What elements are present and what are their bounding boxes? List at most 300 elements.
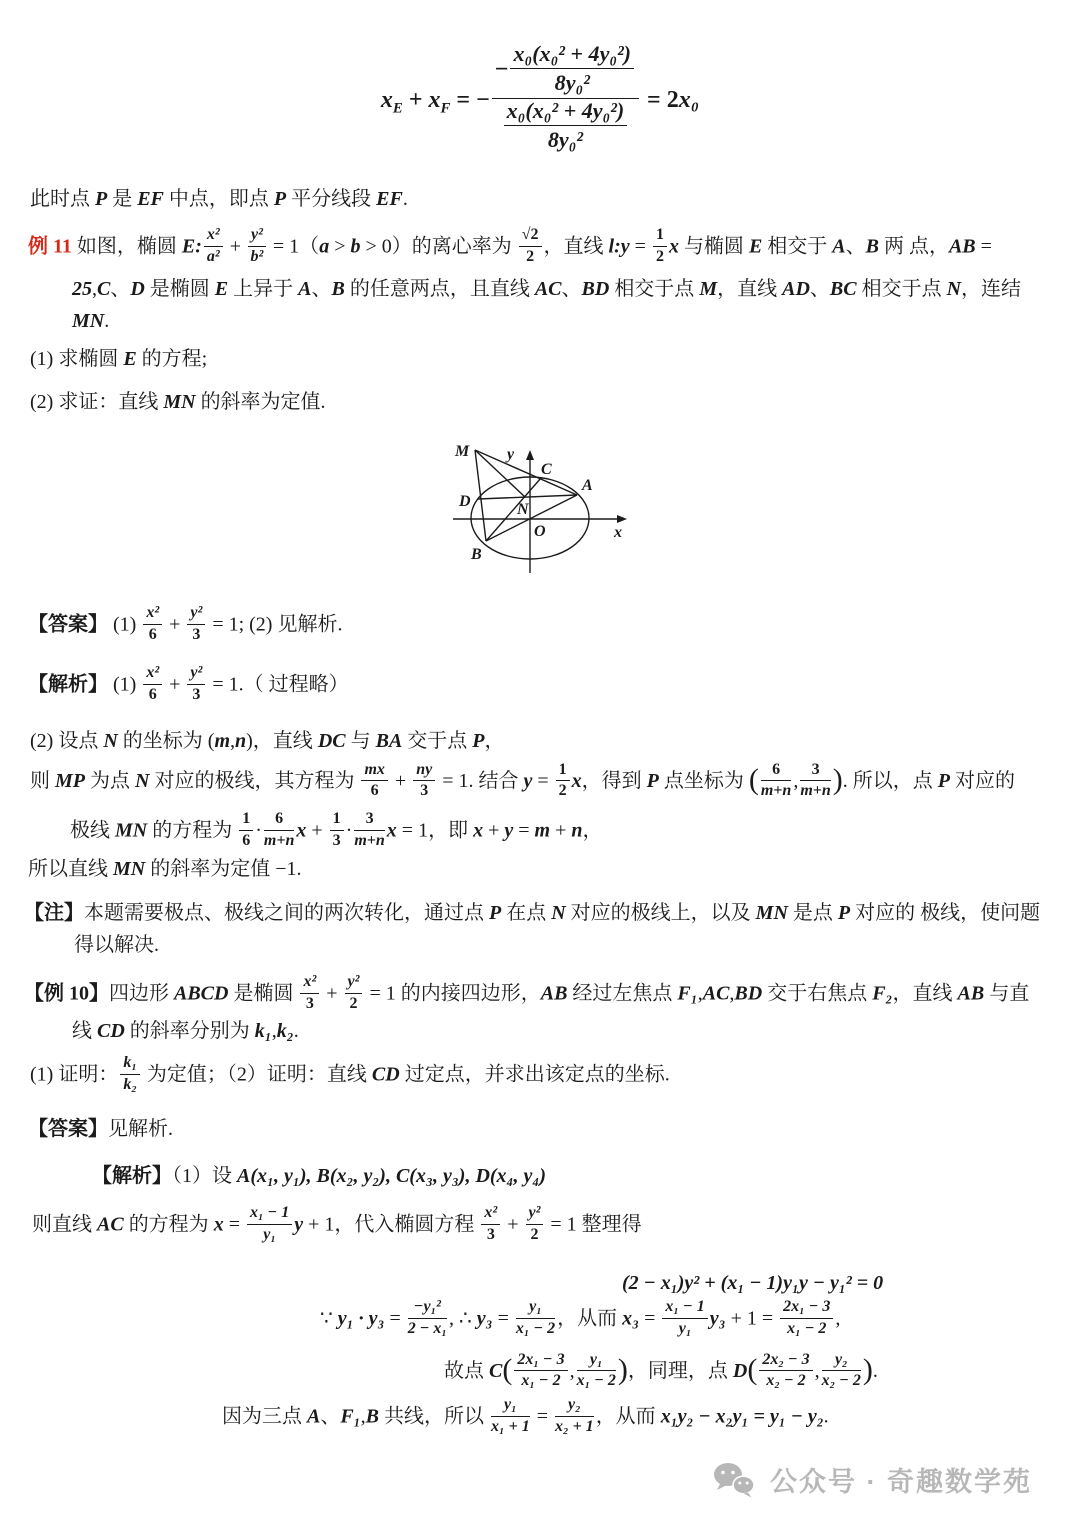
figure-label-C: C	[541, 461, 552, 478]
math-run: k₂	[276, 1020, 294, 1042]
math-run: P	[95, 188, 108, 210]
math-run: A(x₁, y₁), B(x₂, y₂), C(x₃, y₃), D(x₄, y₄)	[237, 1165, 547, 1187]
text-run: =	[639, 1307, 661, 1330]
text-run: = 1（	[267, 235, 320, 258]
text-run: 与椭圆	[678, 235, 749, 258]
math-run: k₁	[254, 1020, 272, 1042]
fraction-numerator	[120, 1054, 140, 1074]
example-11-question-1	[30, 346, 207, 373]
math-run: m+n	[800, 782, 831, 800]
fraction-numerator	[519, 226, 542, 246]
math-run: x²	[146, 604, 160, 622]
text-run: 、	[110, 278, 131, 300]
text-run: = 1 的内接四边形，	[364, 982, 541, 1005]
math-run: b	[350, 235, 361, 258]
math-run: x₁ − 1	[249, 1204, 290, 1222]
text-run: +	[550, 819, 572, 842]
example-10-answer	[28, 1116, 173, 1143]
fraction	[822, 1351, 861, 1391]
math-run: AB	[948, 235, 976, 258]
math-run: CD	[97, 1020, 125, 1042]
big-paren: (	[747, 1353, 758, 1387]
fraction-denominator	[187, 685, 205, 704]
text-run: 则直线	[32, 1213, 97, 1236]
math-run: y₁	[678, 1319, 692, 1337]
math-run: AB	[957, 982, 985, 1005]
math-run: mx	[364, 760, 385, 778]
fraction	[510, 41, 634, 95]
math-run: 2x₁ − 3	[517, 1350, 565, 1368]
text-run: 的斜率分别为	[124, 1020, 255, 1042]
text-run: ,	[360, 1405, 366, 1428]
text-run: 相交于点	[609, 278, 700, 300]
math-run: x₂ − 2	[766, 1372, 806, 1390]
text-run: +	[321, 982, 343, 1005]
math-run: x	[571, 769, 582, 792]
fraction-denominator	[408, 1319, 447, 1338]
fraction	[330, 810, 344, 850]
math-run: F₁	[340, 1405, 361, 1428]
fraction-numerator	[408, 1298, 447, 1318]
example-10-line-1	[24, 975, 1029, 1015]
fraction	[526, 1204, 544, 1244]
example-10-line-2	[72, 1018, 299, 1045]
fraction-numerator	[345, 973, 363, 993]
text-run: .	[823, 1405, 829, 1428]
math-run: 2 − x₁	[407, 1319, 447, 1337]
bold-label: 【解析】	[92, 1165, 172, 1187]
fraction-numerator	[354, 810, 384, 830]
line-D-A	[478, 495, 577, 499]
text-run: 所以直线	[28, 858, 113, 880]
fraction-denominator	[555, 1417, 594, 1436]
equation-points-cd	[444, 1352, 878, 1393]
fraction-denominator	[504, 126, 628, 152]
math-run: −y₁²	[413, 1298, 441, 1316]
fraction	[408, 1298, 447, 1338]
math-run: 6	[370, 782, 379, 800]
math-run: M	[699, 278, 718, 300]
text-run: (1)	[108, 613, 142, 636]
text-run: +	[389, 769, 412, 792]
math-run: E	[181, 235, 196, 258]
math-run: AB	[540, 982, 568, 1005]
math-run: E	[748, 235, 763, 258]
fraction-numerator	[759, 1351, 812, 1371]
text-run: .	[872, 1359, 878, 1382]
fraction-denominator	[239, 831, 253, 850]
fraction	[354, 810, 384, 850]
fraction-denominator	[248, 247, 266, 266]
fraction-denominator	[491, 1417, 530, 1436]
text-run: +	[483, 819, 505, 842]
text-run: >	[329, 235, 351, 258]
math-run: 3	[486, 1225, 495, 1243]
math-run: (2 − x₁)y² + (x₁ − 1)y₁y − y₁² = 0	[622, 1272, 884, 1294]
text-run: )，直线	[246, 730, 318, 752]
math-run: F₂	[872, 982, 893, 1005]
math-run: BA	[375, 730, 403, 752]
text-run: ,	[835, 1307, 841, 1330]
math-run: x₃	[622, 1307, 640, 1330]
example-10-questions	[30, 1056, 670, 1096]
math-run: BD	[581, 278, 610, 300]
text-run: 本题需要极点、极线之间的两次转化，通过点	[84, 902, 489, 924]
math-run: m+n	[263, 831, 295, 849]
line-B-A	[486, 495, 577, 541]
math-run: P	[489, 902, 502, 924]
fraction-numerator	[491, 1396, 530, 1416]
text-run: +	[502, 1213, 524, 1236]
text-run: 此时点	[30, 188, 95, 210]
text-run: 的方程;	[136, 348, 208, 370]
text-run: 的方程为	[123, 1213, 214, 1236]
math-run: 1	[332, 810, 341, 828]
text-run: , ∴	[449, 1307, 477, 1330]
fraction	[516, 1298, 555, 1338]
text-run: +	[164, 673, 186, 696]
fraction-denominator	[510, 69, 634, 95]
text-run: = 1; (2) 见解析.	[207, 613, 343, 636]
fraction-denominator	[345, 994, 363, 1013]
math-run: x₀(x₀² + 4y₀²)	[513, 41, 632, 67]
text-run: 、	[311, 278, 332, 300]
math-run: AD	[782, 278, 810, 300]
text-run: 见解析.	[108, 1118, 173, 1140]
text-run: > 0）的离心率为	[360, 235, 517, 258]
fraction	[264, 810, 294, 850]
math-run: y₃	[476, 1307, 493, 1330]
math-run: y₁ · y₃	[337, 1307, 385, 1330]
text-run: ,	[271, 1020, 277, 1042]
math-run: x	[473, 819, 484, 842]
text-run: 两 点，	[878, 235, 949, 258]
text-run: =	[975, 235, 992, 258]
math-run: 2x₂ − 3	[762, 1350, 810, 1368]
y-axis-arrow	[526, 450, 534, 460]
math-run: 2	[526, 247, 535, 265]
math-run: F₁	[677, 982, 698, 1005]
figure-label-M: M	[455, 443, 470, 460]
math-run: x₀(x₀² + 4y₀²)	[506, 98, 625, 124]
text-run: ,	[569, 1359, 575, 1382]
text-run: 则	[30, 769, 55, 792]
fraction-numerator	[361, 761, 387, 781]
example-11-line-3	[72, 308, 109, 335]
text-run: =	[223, 1213, 245, 1236]
math-run: P	[837, 902, 851, 924]
math-run: y²	[251, 226, 263, 244]
text-run: (1) 求椭圆	[30, 348, 124, 370]
math-run: AC	[534, 278, 562, 300]
big-paren: )	[832, 763, 843, 797]
text-run: 、	[845, 235, 866, 258]
math-run: k₁	[123, 1054, 137, 1072]
bold-label: 【例 10】	[24, 982, 109, 1005]
formula-xe-xf	[0, 41, 1080, 157]
math-run: x₂ − 2	[821, 1372, 861, 1390]
math-run: y₁	[504, 1396, 517, 1414]
math-run: AC	[97, 1213, 124, 1236]
fraction-numerator	[822, 1351, 861, 1371]
text-run: +	[164, 613, 186, 636]
math-run: E	[123, 348, 137, 370]
text-run: 与直	[984, 982, 1030, 1005]
math-run: MN	[115, 819, 148, 842]
math-run: 8y₀²	[554, 69, 590, 95]
text-run: 中点，即点	[163, 188, 274, 210]
conclusion-11	[28, 856, 302, 883]
text-run: ，直线	[717, 278, 783, 300]
math-run: 3	[332, 831, 341, 849]
text-run: 的斜率为定值 −1.	[145, 858, 302, 880]
fraction-numerator	[413, 761, 435, 781]
fraction-denominator	[300, 994, 319, 1013]
math-run: y	[523, 769, 533, 792]
figure-label-D: D	[459, 493, 471, 510]
math-run: x₁ − 2	[521, 1372, 561, 1390]
math-run: N	[135, 769, 150, 792]
text-run: （1）设	[172, 1165, 237, 1187]
math-run: x	[428, 86, 441, 113]
figure-label-O: O	[534, 523, 546, 540]
text-run: = 1.（ 过程略）	[207, 673, 349, 696]
line-M-N	[475, 450, 525, 497]
answer-11	[28, 606, 342, 646]
math-run: AC	[702, 982, 730, 1005]
text-run: ,	[92, 278, 97, 300]
math-run: y²	[190, 664, 203, 682]
math-run: y₂	[567, 1396, 581, 1414]
fraction	[759, 1351, 812, 1391]
math-run: x₁ − 2	[515, 1319, 556, 1337]
math-run: b²	[250, 247, 264, 265]
text-run: + 1 =	[725, 1307, 779, 1330]
note-line-2	[74, 932, 159, 959]
math-run: 3	[192, 685, 201, 703]
math-run: P	[472, 730, 485, 752]
text-run: ,	[697, 982, 703, 1005]
text-run: (1)	[108, 673, 142, 696]
fraction	[577, 1351, 616, 1391]
fraction-numerator	[187, 604, 205, 624]
math-run: y²	[190, 604, 203, 622]
fraction	[653, 226, 667, 266]
math-run: 25	[72, 278, 92, 300]
text-run: =	[531, 1405, 553, 1428]
text-run: .	[104, 310, 110, 332]
text-run: 上异于	[228, 278, 299, 300]
fraction-numerator	[264, 810, 294, 830]
subscript: F	[440, 100, 451, 117]
fraction-numerator	[330, 810, 344, 830]
math-run: l	[608, 235, 615, 258]
fraction	[239, 810, 253, 850]
fraction-numerator	[800, 761, 830, 781]
text-run: ·	[345, 819, 353, 842]
figure-label-x: x	[614, 524, 622, 541]
fraction	[247, 1204, 292, 1244]
math-run: m	[534, 819, 551, 842]
math-run: 2	[530, 1225, 539, 1243]
fraction	[780, 1298, 833, 1338]
text-run: ·	[255, 819, 262, 842]
bold-label: 【答案】	[28, 1118, 108, 1140]
math-run: 1	[558, 760, 567, 778]
math-run: A	[298, 278, 312, 300]
equation-collinear	[222, 1398, 829, 1438]
fraction-denominator	[143, 625, 162, 644]
math-run: B	[365, 1405, 379, 1428]
fraction-denominator	[514, 1371, 567, 1390]
math-run: x₀	[678, 86, 700, 113]
text-run: = 1. 结合	[437, 769, 524, 792]
fraction-numerator	[510, 41, 634, 68]
watermark-text: 公众号 · 奇趣数学苑	[770, 1467, 1032, 1497]
equation-quadratic	[622, 1270, 883, 1297]
text-run: = −	[450, 86, 490, 113]
fraction	[248, 226, 266, 266]
text-run: 平分线段	[286, 188, 377, 210]
big-paren: (	[502, 1353, 513, 1387]
figure-label-A: A	[582, 477, 593, 494]
math-run: 3	[305, 994, 314, 1012]
math-run: x₁ − 2	[787, 1319, 827, 1337]
fraction-denominator	[481, 1225, 500, 1244]
text-run: .	[293, 1020, 299, 1042]
math-run: 1	[655, 226, 664, 244]
fraction	[555, 1396, 594, 1436]
text-run: =	[513, 819, 535, 842]
text-run: +	[224, 235, 246, 258]
example-11-question-2	[30, 389, 326, 416]
math-run: y	[620, 235, 630, 258]
text-run: ，连结	[961, 278, 1022, 300]
math-run: x	[380, 86, 393, 113]
math-run: x²	[484, 1204, 498, 1222]
text-run: 的坐标为 (	[117, 730, 215, 752]
math-run: MP	[55, 769, 85, 792]
fraction-numerator	[761, 761, 791, 781]
fraction-denominator	[264, 831, 294, 850]
math-run: a²	[206, 247, 220, 265]
math-run: x²	[206, 226, 220, 244]
math-run: C	[489, 1359, 503, 1382]
math-run: x²	[303, 973, 317, 991]
text-run: 在点	[501, 902, 552, 924]
fraction	[556, 761, 570, 801]
step-polar-line-1	[30, 762, 1015, 803]
fraction	[519, 226, 542, 266]
math-run: 2	[655, 247, 664, 265]
fraction-numerator	[143, 604, 162, 624]
math-run: x	[213, 1213, 224, 1236]
math-run: n	[235, 730, 247, 752]
big-paren: )	[617, 1353, 628, 1387]
fraction	[413, 761, 435, 801]
fraction	[492, 41, 639, 155]
fraction-denominator	[822, 1371, 861, 1390]
math-run: B	[331, 278, 345, 300]
fraction	[761, 761, 791, 801]
text-run: ,	[793, 769, 799, 792]
math-run: D	[732, 1359, 748, 1382]
fraction-denominator	[759, 1371, 812, 1390]
math-run: 6	[772, 760, 781, 778]
text-run: ，同理，点	[627, 1359, 733, 1382]
text-run: ，从而	[557, 1307, 623, 1330]
text-run: 线	[72, 1020, 97, 1042]
math-run: y₁	[589, 1350, 603, 1368]
fraction-numerator	[248, 226, 266, 246]
fraction	[662, 1298, 707, 1338]
math-run: EF	[137, 188, 164, 210]
fraction-numerator	[300, 973, 319, 993]
text-run: 过定点，并求出该定点的坐标.	[399, 1063, 670, 1086]
fraction	[800, 761, 830, 801]
note-line-1	[24, 900, 1040, 927]
text-run: = 1，即	[396, 819, 474, 842]
step-n-coords	[30, 728, 505, 755]
text-run: +	[402, 86, 429, 113]
fraction-denominator	[800, 781, 830, 800]
fraction-numerator	[577, 1351, 616, 1371]
fraction-denominator	[761, 781, 791, 800]
math-run: y²	[347, 973, 360, 991]
analysis-11	[28, 666, 349, 706]
fraction-numerator	[504, 98, 628, 125]
math-run: n	[571, 819, 583, 842]
fraction-denominator	[526, 1225, 544, 1244]
text-run: 点坐标为	[658, 769, 749, 792]
bold-label: 【答案】	[28, 613, 108, 636]
text-run: +	[306, 819, 328, 842]
fraction-denominator	[662, 1319, 707, 1338]
math-run: √2	[521, 226, 539, 244]
math-run: y	[504, 819, 514, 842]
ellipse-figure	[428, 423, 660, 575]
text-run: 对应的 极线，使问题	[850, 902, 1041, 924]
wechat-icon	[712, 1461, 756, 1499]
x-axis-arrow	[617, 515, 627, 523]
text-run: 相交于点	[856, 278, 947, 300]
math-run: N	[946, 278, 962, 300]
text-run: 对应的极线，其方程为	[149, 769, 360, 792]
text-run: 极线	[70, 819, 115, 842]
example-11-line-1	[28, 228, 992, 268]
math-run: P	[646, 769, 659, 792]
math-run: y₁	[263, 1225, 276, 1243]
fraction-denominator	[247, 1225, 292, 1244]
math-run: ABCD	[174, 982, 229, 1005]
math-run: 3	[811, 760, 820, 778]
text-run: 与	[345, 730, 376, 752]
math-run: a	[319, 235, 330, 258]
text-run: =	[492, 1307, 514, 1330]
math-run: MN	[72, 310, 105, 332]
fraction-numerator	[187, 664, 205, 684]
line-M-B	[475, 450, 486, 541]
text-run: ,	[230, 730, 236, 752]
big-paren: (	[748, 763, 759, 797]
math-run: CD	[371, 1063, 400, 1086]
math-run: m+n	[354, 831, 385, 849]
fraction	[143, 664, 162, 704]
math-run: E	[214, 278, 229, 300]
fraction	[345, 973, 363, 1013]
fraction-numerator	[556, 761, 570, 781]
text-run: ，得到	[581, 769, 647, 792]
